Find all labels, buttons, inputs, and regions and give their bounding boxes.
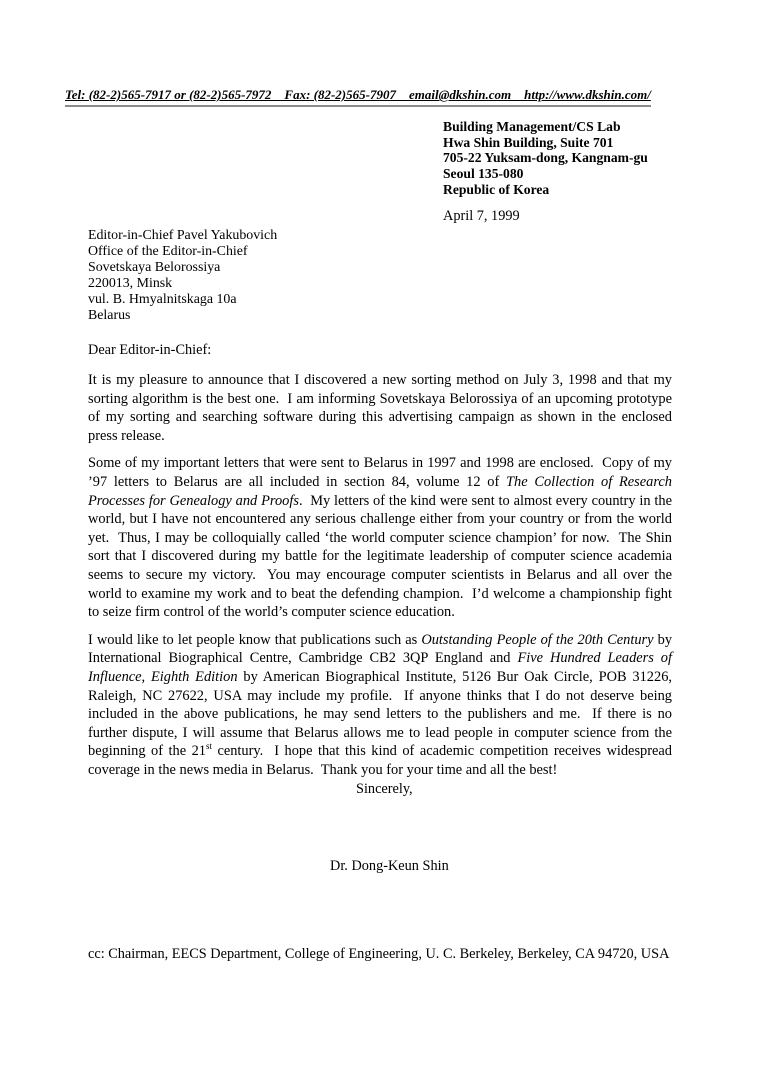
address-line: Hwa Shin Building, Suite 701 [443,134,614,150]
address-line: Belarus [88,308,131,323]
text-run: by International Biographical Centre, Cambridge CB2 3QP England and [88,631,676,667]
italic-title: Outstanding People of the 20th Century [421,631,654,648]
italic-title: Five Hundred Leaders of Influence, Eighth Edition [88,650,676,685]
sender-address-block [443,119,648,198]
superscript-text: st [205,741,212,752]
address-line: vul. B. Hmyalnitskaga 10a [88,292,237,307]
salutation: Dear Editor-in-Chief: [88,342,212,358]
letter-body [88,371,676,788]
closing-sincerely: Sincerely, [356,781,413,797]
address-line: Sovetskaya Belorossiya [88,260,221,275]
text-run: . My letters of the kind were sent to almost every country in the world, but I have not encountered any serious challenge either from your country or from the world yet. Thus, I may be colloquially called ‘the world computer science champion’ for now. The Shin sort that I discovered during my battle for the legitimate leadership of computer science academia seems to secure my victory. You may encourage computer scientists in Belarus and all over the world to examine my work and to beat the defending champion. I’d welcome a championship fight to seize firm control of the world’s computer science education. [88,492,676,621]
paragraph-announcement [88,371,676,445]
address-line: Building Management/CS Lab [443,119,621,134]
paragraph-publications [88,631,676,780]
text-run: It is my pleasure to announce that I discovered a new sorting method on July 3, 1998 and that my sorting algorithm is the best one. I am informing Sovetskaya Belorossiya of an upcoming prototype of my sorting and searching software during this advertising campaign as shown in the enclosed press release. [88,372,676,444]
text-run: Some of my important letters that were sent to Belarus in 1997 and 1998 are enclosed. Copy of my ’97 letters to Belarus are all included in section 84, volume 12 of [88,455,676,490]
text-run: by American Biographical Institute, 5126 Bur Oak Circle, POB 31226, Raleigh, NC 27622, USA may include my profile. If anyone thinks that I do not deserve being included in the above publications, he may send letters to the publishers and me. If there is no further dispute, I will assume that Belarus allows me to lead people in computer science from the beginning of the 21 [88,668,676,760]
italic-title: The Collection of Research Processes for Genealogy and Proofs [88,473,676,509]
address-line: Office of the Editor-in-Chief [88,244,248,259]
address-line: 705-22 Yuksam-dong, Kangnam-gu [443,150,648,166]
address-line: Editor-in-Chief Pavel Yakubovich [88,228,278,243]
text-run: century. I hope that this kind of academic competition receives widespread coverage in the news media in Belarus. Thank you for your time and all the best! [88,743,676,778]
letterhead-contact-line: Tel: (82-2)565-7917 or (82-2)565-7972 Fax: (82-2)565-7907 email@dkshin.com http://www.dkshin.com/ [65,87,651,102]
address-line: Republic of Korea [443,181,550,197]
address-line: Seoul 135-080 [443,166,524,182]
address-line: 220013, Minsk [88,276,173,291]
text-run: I would like to let people know that publications such as [88,631,422,648]
letterhead-rule [65,86,651,107]
signature-name: Dr. Dong-Keun Shin [330,858,449,874]
paragraph-letters-champion [88,454,676,621]
date-line: April 7, 1999 [443,208,520,224]
recipient-address-block [88,228,277,324]
cc-line: cc: Chairman, EECS Department, College of Engineering, U. C. Berkeley, Berkeley, CA 94720, USA [88,946,670,962]
